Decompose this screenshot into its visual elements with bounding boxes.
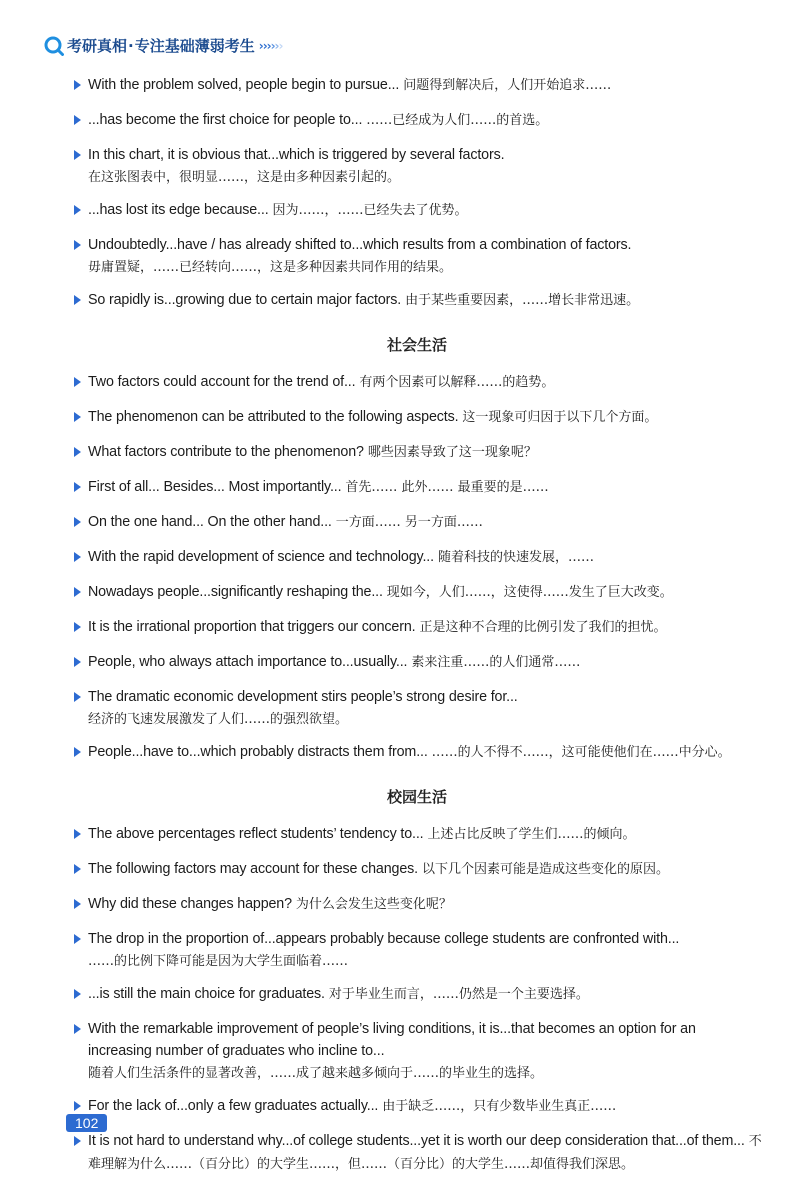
triangle-bullet-icon xyxy=(74,240,81,250)
english-phrase: With the remarkable improvement of people’s living conditions, it is...that becomes an option for an increasing number of graduates who incline to... xyxy=(88,1021,696,1059)
chinese-translation: 这一现象可归因于以下几个方面。 xyxy=(462,410,658,425)
english-phrase: What factors contribute to the phenomenon? xyxy=(88,444,364,460)
chinese-translation: 上述占比反映了学生们……的倾向。 xyxy=(427,827,636,842)
phrase-item xyxy=(72,686,762,731)
brand-name: 考研真相 xyxy=(67,37,128,55)
english-phrase: With the rapid development of science and technology... xyxy=(88,549,434,565)
chinese-translation: 随着科技的快速发展，…… xyxy=(437,550,594,565)
triangle-bullet-icon xyxy=(74,80,81,90)
triangle-bullet-icon xyxy=(74,482,81,492)
english-phrase: First of all... Besides... Most importantly... xyxy=(88,479,342,495)
phrase-item xyxy=(72,441,762,464)
triangle-bullet-icon xyxy=(74,587,81,597)
phrase-item xyxy=(72,234,762,279)
magnifier-logo-icon xyxy=(44,36,64,56)
english-phrase: On the one hand... On the other hand... xyxy=(88,514,332,530)
chinese-translation: 为什么会发生这些变化呢？ xyxy=(295,897,452,912)
english-phrase: With the problem solved, people begin to pursue... xyxy=(88,77,400,93)
english-phrase: The dramatic economic development stirs people’s strong desire for... xyxy=(88,689,518,705)
chinese-translation: 由于缺乏……，只有少数毕业生真正…… xyxy=(382,1099,617,1114)
english-phrase: ...has become the first choice for people to... xyxy=(88,112,363,128)
triangle-bullet-icon xyxy=(74,934,81,944)
triangle-bullet-icon xyxy=(74,829,81,839)
phrase-item xyxy=(72,741,762,764)
triangle-bullet-icon xyxy=(74,692,81,702)
chinese-translation: 经济的飞速发展激发了人们……的强烈欲望。 xyxy=(88,712,349,727)
phrase-item xyxy=(72,928,762,973)
english-phrase: For the lack of...only a few graduates actually... xyxy=(88,1098,379,1114)
triangle-bullet-icon xyxy=(74,657,81,667)
triangle-bullet-icon xyxy=(74,1101,81,1111)
phrase-item xyxy=(72,823,762,846)
phrase-list xyxy=(72,74,762,1188)
english-phrase: In this chart, it is obvious that...which is triggered by several factors. xyxy=(88,147,505,163)
phrase-item xyxy=(72,581,762,604)
chinese-translation: 首先…… 此外…… 最重要的是…… xyxy=(345,480,549,495)
triangle-bullet-icon xyxy=(74,115,81,125)
triangle-bullet-icon xyxy=(74,622,81,632)
chinese-translation: 毋庸置疑，……已经转向……，这是多种因素共同作用的结果。 xyxy=(88,260,453,275)
triangle-bullet-icon xyxy=(74,1136,81,1146)
page-header xyxy=(44,35,282,56)
phrase-item xyxy=(72,109,762,132)
triangle-bullet-icon xyxy=(74,295,81,305)
phrase-item xyxy=(72,371,762,394)
chinese-translation: 由于某些重要因素，……增长非常迅速。 xyxy=(405,293,640,308)
chinese-translation: 对于毕业生而言，……仍然是一个主要选择。 xyxy=(328,987,589,1002)
english-phrase: The following factors may account for these changes. xyxy=(88,861,418,877)
english-phrase: Two factors could account for the trend of... xyxy=(88,374,356,390)
triangle-bullet-icon xyxy=(74,747,81,757)
chinese-translation: 哪些因素导致了这一现象呢？ xyxy=(367,445,537,460)
phrase-item xyxy=(72,858,762,881)
triangle-bullet-icon xyxy=(74,412,81,422)
chinese-translation: 以下几个因素可能是造成这些变化的原因。 xyxy=(421,862,669,877)
phrase-item xyxy=(72,406,762,429)
section-title: 校园生活 xyxy=(386,788,447,806)
phrase-item xyxy=(72,651,762,674)
chevron-arrows-icon: ›››››› xyxy=(258,38,283,53)
phrase-item xyxy=(72,1018,762,1085)
phrase-item xyxy=(72,546,762,569)
chinese-translation: ……的比例下降可能是因为大学生面临着…… xyxy=(88,954,349,969)
brand-separator: · xyxy=(128,36,134,55)
english-phrase: The above percentages reflect students’ tendency to... xyxy=(88,826,424,842)
english-phrase: Nowadays people...significantly reshaping the... xyxy=(88,584,383,600)
triangle-bullet-icon xyxy=(74,899,81,909)
phrase-item xyxy=(72,476,762,499)
phrase-item xyxy=(72,1095,762,1118)
page-number: 102 xyxy=(66,1114,107,1132)
triangle-bullet-icon xyxy=(74,205,81,215)
phrase-item xyxy=(72,511,762,534)
triangle-bullet-icon xyxy=(74,989,81,999)
chinese-translation: 不难理解为什么……（百分比）的大学生……，但……（百分比）的大学生……却值得我们深思。 xyxy=(88,1134,762,1172)
triangle-bullet-icon xyxy=(74,150,81,160)
chinese-translation: 在这张图表中，很明显……，这是由多种因素引起的。 xyxy=(88,170,401,185)
chinese-translation: 素来注重……的人们通常…… xyxy=(411,655,581,670)
triangle-bullet-icon xyxy=(74,1024,81,1034)
chinese-translation: ……的人不得不……，这可能使他们在……中分心。 xyxy=(431,745,731,760)
chinese-translation: 问题得到解决后，人们开始追求…… xyxy=(403,78,612,93)
phrase-item xyxy=(72,983,762,1006)
section-title: 社会生活 xyxy=(386,336,447,354)
phrase-item xyxy=(72,289,762,312)
english-phrase: ...has lost its edge because... xyxy=(88,202,269,218)
english-phrase: It is not hard to understand why...of college students...yet it is worth our deep consideration that...of them... xyxy=(88,1133,745,1149)
english-phrase: It is the irrational proportion that triggers our concern. xyxy=(88,619,416,635)
triangle-bullet-icon xyxy=(74,377,81,387)
english-phrase: The phenomenon can be attributed to the following aspects. xyxy=(88,409,459,425)
phrase-item xyxy=(72,616,762,639)
phrase-item xyxy=(72,74,762,97)
english-phrase: People...have to...which probably distracts them from... xyxy=(88,744,428,760)
triangle-bullet-icon xyxy=(74,447,81,457)
chinese-translation: 正是这种不合理的比例引发了我们的担忧。 xyxy=(419,620,667,635)
phrase-item xyxy=(72,1130,762,1176)
chinese-translation: 随着人们生活条件的显著改善，……成了越来越多倾向于……的毕业生的选择。 xyxy=(88,1066,544,1081)
triangle-bullet-icon xyxy=(74,517,81,527)
chinese-translation: 因为……，……已经失去了优势。 xyxy=(272,203,468,218)
english-phrase: The drop in the proportion of...appears probably because college students are confronted with... xyxy=(88,931,680,947)
triangle-bullet-icon xyxy=(74,552,81,562)
chinese-translation: ……已经成为人们……的首选。 xyxy=(366,113,549,128)
english-phrase: People, who always attach importance to...usually... xyxy=(88,654,408,670)
triangle-bullet-icon xyxy=(74,864,81,874)
phrase-item xyxy=(72,893,762,916)
phrase-item xyxy=(72,199,762,222)
phrase-item xyxy=(72,144,762,189)
chinese-translation: 一方面…… 另一方面…… xyxy=(335,515,483,530)
brand-tagline: 专注基础薄弱考生 xyxy=(134,37,255,55)
english-phrase: So rapidly is...growing due to certain major factors. xyxy=(88,292,402,308)
chinese-translation: 现如今，人们……，这使得……发生了巨大改变。 xyxy=(386,585,673,600)
chinese-translation: 有两个因素可以解释……的趋势。 xyxy=(359,375,555,390)
english-phrase: Why did these changes happen? xyxy=(88,896,292,912)
english-phrase: Undoubtedly...have / has already shifted to...which results from a combination of factors. xyxy=(88,237,632,253)
english-phrase: ...is still the main choice for graduates. xyxy=(88,986,325,1002)
